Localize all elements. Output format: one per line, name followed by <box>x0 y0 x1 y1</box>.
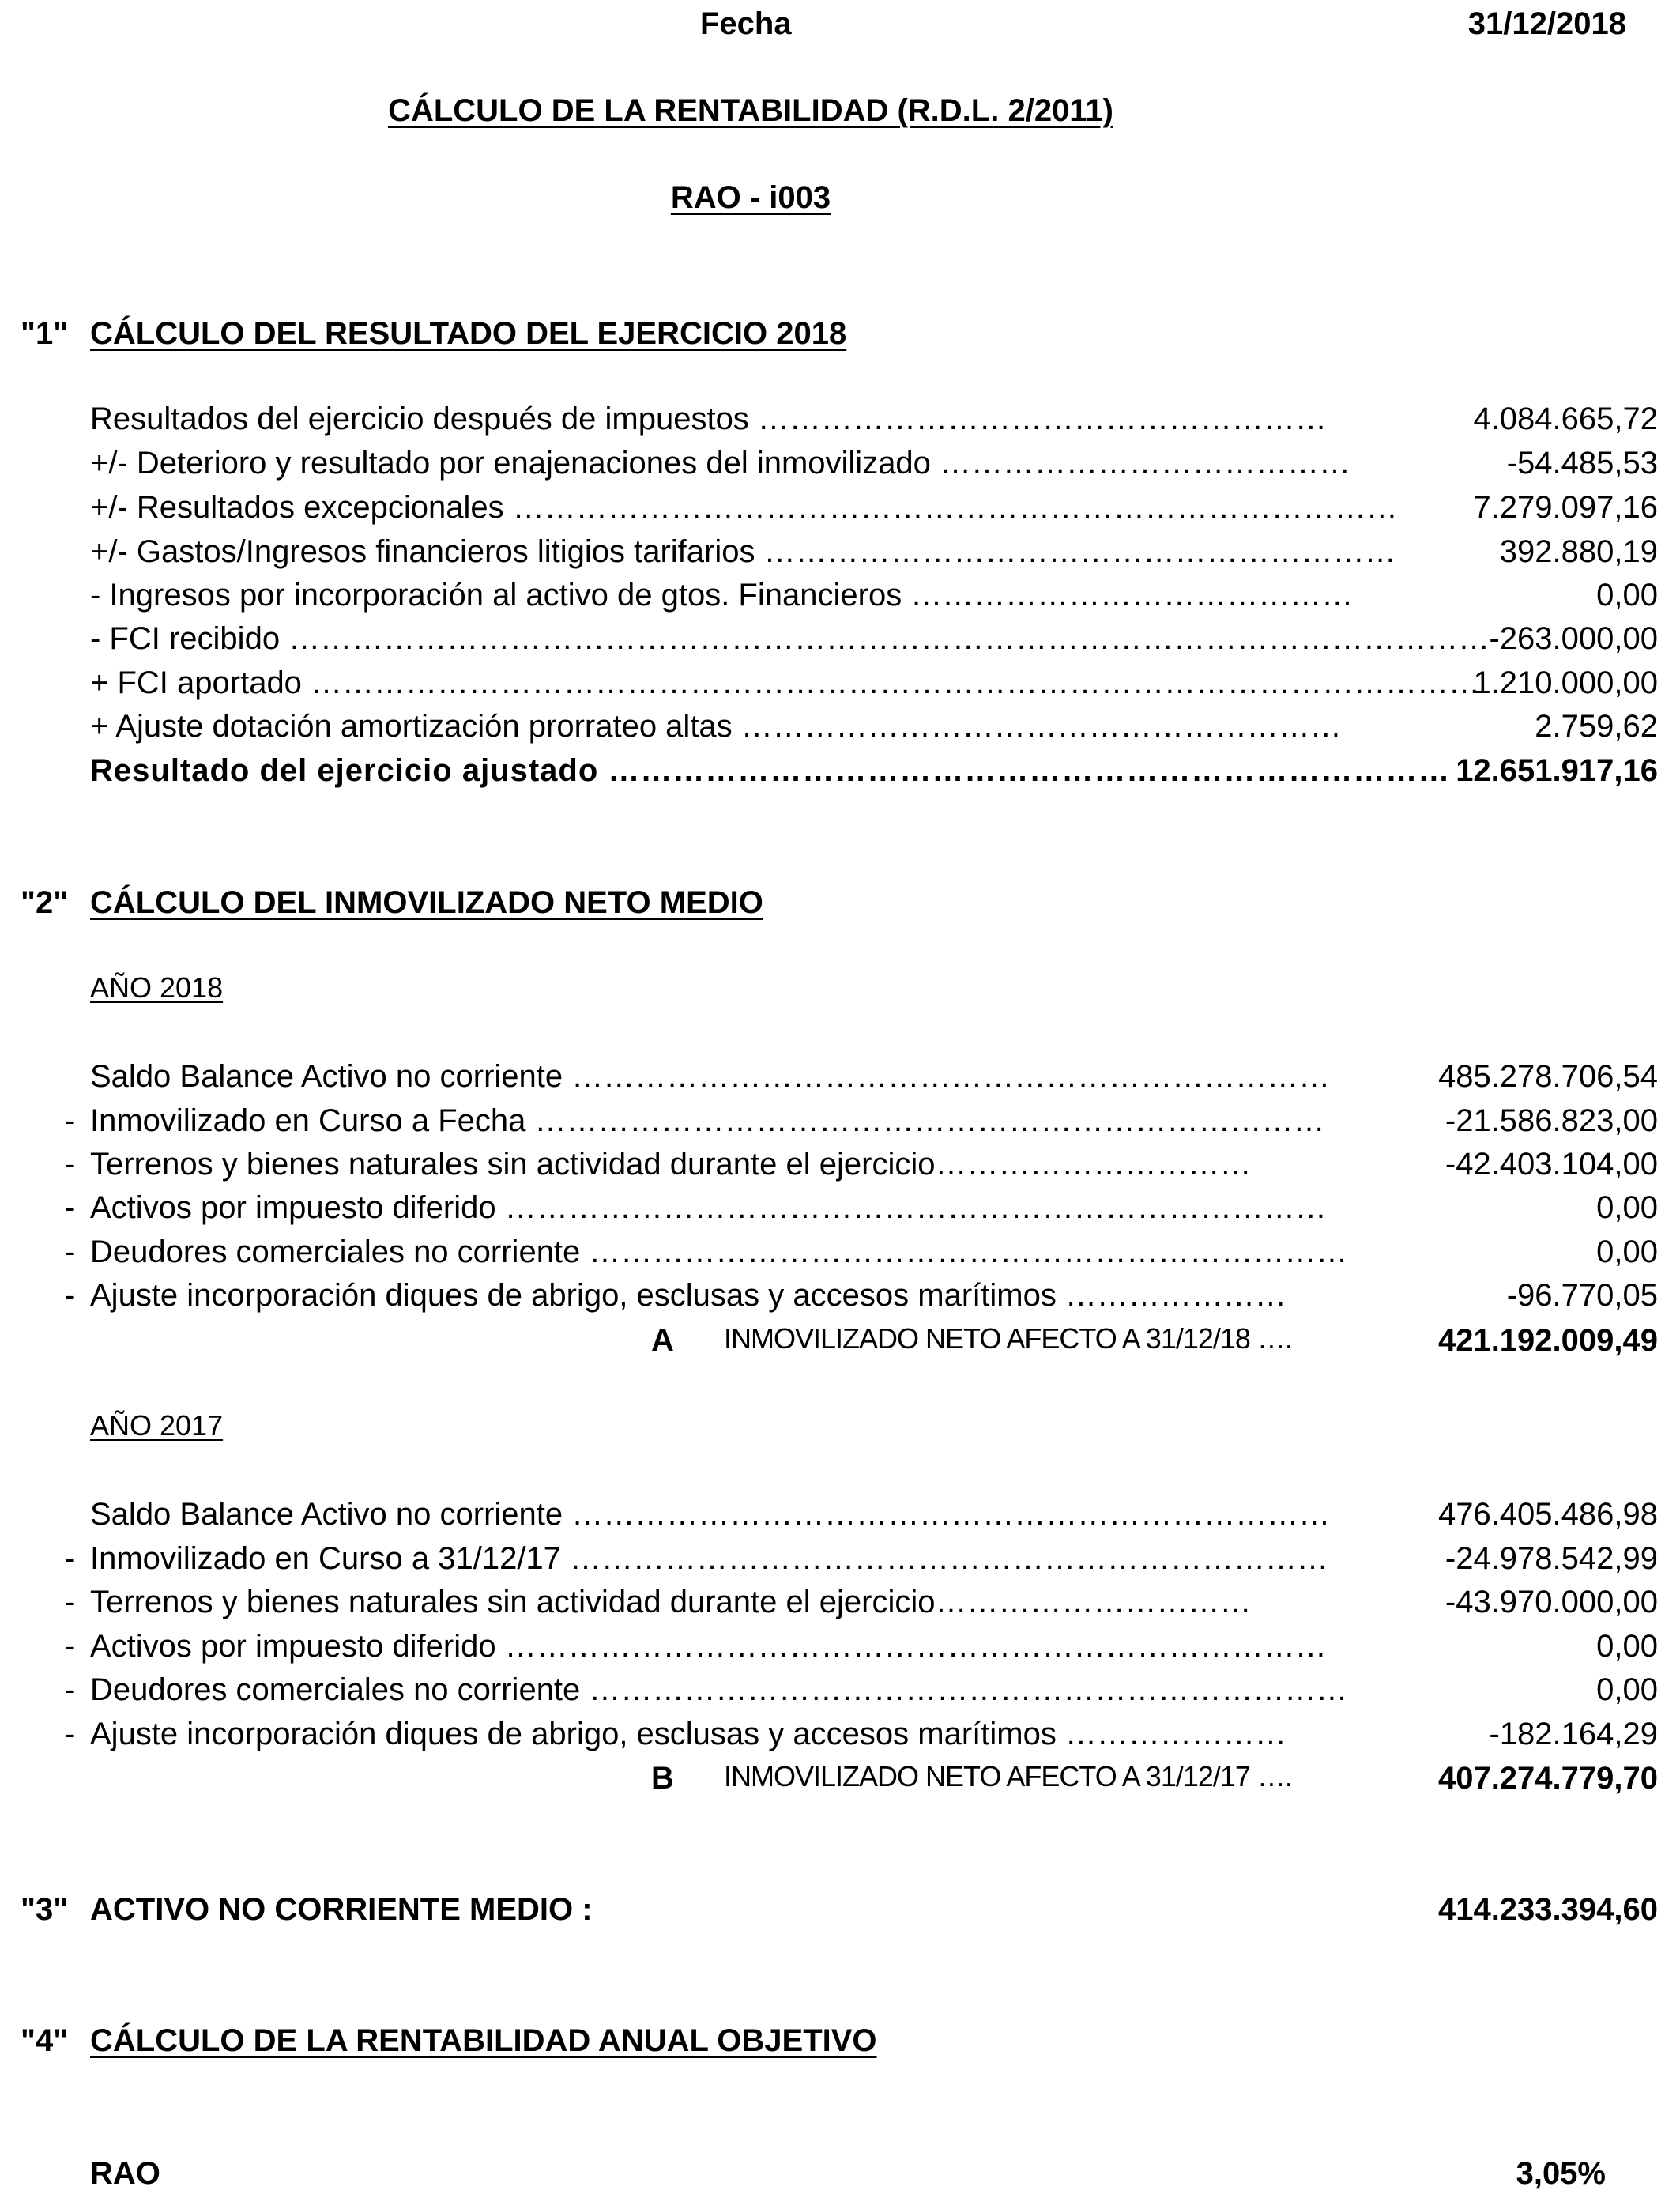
document-title: CÁLCULO DE LA RENTABILIDAD (R.D.L. 2/2011) <box>388 93 1113 128</box>
y2017-row-sign: - <box>65 1672 76 1707</box>
section-1-title: CÁLCULO DEL RESULTADO DEL EJERCICIO 2018 <box>90 316 847 351</box>
s1-row-label: +/- Resultados excepcionales ………………………………………………………………………… <box>90 490 1398 525</box>
s1-row-label: +/- Gastos/Ingresos financieros litigios tarifarios …………………………………………………… <box>90 534 1396 569</box>
y2018-row-label: Saldo Balance Activo no corriente ……………………………………………………………… <box>90 1059 1331 1094</box>
y2017-row-label: Inmovilizado en Curso a 31/12/17 ……………………………………………………………… <box>90 1541 1329 1576</box>
y2018-total-value: 421.192.009,49 <box>1437 1323 1658 1358</box>
s1-row-label: +/- Deterioro y resultado por enajenaciones del inmovilizado ………………………………… <box>90 446 1351 481</box>
y2017-row-label: Saldo Balance Activo no corriente ……………………………………………………………… <box>90 1497 1331 1532</box>
y2017-row-sign: - <box>65 1717 76 1751</box>
fecha-value: 31/12/2018 <box>1467 6 1626 41</box>
y2017-row-label: Ajuste incorporación diques de abrigo, esclusas y accesos marítimos ………………… <box>90 1717 1286 1751</box>
y2017-row-value: 476.405.486,98 <box>1437 1497 1658 1532</box>
y2018-row-label: Ajuste incorporación diques de abrigo, esclusas y accesos marítimos ………………… <box>90 1278 1286 1313</box>
y2017-row-label: Terrenos y bienes naturales sin actividad durante el ejercicio………………………… <box>90 1585 1252 1619</box>
year-2017-heading: AÑO 2017 <box>90 1409 224 1442</box>
s1-row-label: - FCI recibido …………………………………………………………………………………………………… <box>90 621 1490 656</box>
y2017-row-sign: - <box>65 1541 76 1576</box>
y2017-row-value: 0,00 <box>1596 1629 1658 1664</box>
y2017-row-label: Activos por impuesto diferido …………………………………………………………………… <box>90 1629 1327 1664</box>
s1-row-label: + Ajuste dotación amortización prorrateo altas ………………………………………………… <box>90 709 1342 744</box>
y2018-row-sign: - <box>65 1278 76 1313</box>
y2017-total-value: 407.274.779,70 <box>1437 1761 1658 1796</box>
y2017-row-label: Deudores comerciales no corriente ……………………………………………………………… <box>90 1672 1348 1707</box>
y2018-row-value: 0,00 <box>1596 1190 1658 1225</box>
s1-row-label: - Ingresos por incorporación al activo de gtos. Financieros …………………………………… <box>90 578 1354 613</box>
s1-total-label: Resultado del ejercicio ajustado …………………………………………………………………… <box>90 753 1451 788</box>
section-4-title: CÁLCULO DE LA RENTABILIDAD ANUAL OBJETIVO <box>90 2023 877 2058</box>
y2018-total-letter: A <box>651 1323 674 1358</box>
s1-total-value: 12.651.917,16 <box>1456 753 1658 788</box>
y2018-row-label: Terrenos y bienes naturales sin actividad durante el ejercicio………………………… <box>90 1147 1252 1182</box>
y2018-row-value: 485.278.706,54 <box>1437 1059 1658 1094</box>
s1-row-value: -54.485,53 <box>1506 446 1658 481</box>
y2018-row-sign: - <box>65 1147 76 1182</box>
y2018-row-label: Inmovilizado en Curso a Fecha ………………………………………………………………… <box>90 1103 1325 1138</box>
fecha-label: Fecha <box>700 6 792 41</box>
y2017-row-value: -24.978.542,99 <box>1445 1541 1658 1576</box>
s1-row-value: 1.210.000,00 <box>1473 665 1658 700</box>
section-2-number: "2" <box>21 885 69 920</box>
y2018-row-value: -21.586.823,00 <box>1445 1103 1658 1138</box>
section-3-value: 414.233.394,60 <box>1437 1892 1658 1927</box>
s1-row-value: 4.084.665,72 <box>1473 401 1658 436</box>
y2018-row-sign: - <box>65 1103 76 1138</box>
y2017-row-sign: - <box>65 1585 76 1619</box>
s1-row-value: 2.759,62 <box>1535 709 1658 744</box>
y2018-row-label: Deudores comerciales no corriente ……………………………………………………………… <box>90 1235 1348 1269</box>
y2018-row-sign: - <box>65 1190 76 1225</box>
section-2-title: CÁLCULO DEL INMOVILIZADO NETO MEDIO <box>90 885 763 920</box>
y2018-row-value: -96.770,05 <box>1506 1278 1658 1313</box>
s1-row-value: -263.000,00 <box>1489 621 1658 656</box>
s1-row-label: Resultados del ejercicio después de impuestos ……………………………………………… <box>90 401 1327 436</box>
s1-row-value: 7.279.097,16 <box>1473 490 1658 525</box>
y2017-row-sign: - <box>65 1629 76 1664</box>
y2018-row-value: 0,00 <box>1596 1235 1658 1269</box>
section-1-number: "1" <box>21 316 69 351</box>
s1-row-value: 0,00 <box>1596 578 1658 613</box>
rao-label: RAO <box>90 2156 160 2191</box>
y2017-row-value: 0,00 <box>1596 1672 1658 1707</box>
section-3-number: "3" <box>21 1892 69 1927</box>
document-subtitle: RAO - i003 <box>670 180 831 215</box>
y2017-total-letter: B <box>651 1761 674 1796</box>
y2018-row-sign: - <box>65 1235 76 1269</box>
s1-row-label: + FCI aportado ………………………………………………………………………………………………… <box>90 665 1481 700</box>
y2018-row-value: -42.403.104,00 <box>1445 1147 1658 1182</box>
y2017-row-value: -182.164,29 <box>1489 1717 1658 1751</box>
y2017-row-value: -43.970.000,00 <box>1445 1585 1658 1619</box>
s1-row-value: 392.880,19 <box>1499 534 1658 569</box>
section-4-number: "4" <box>21 2023 69 2058</box>
y2018-row-label: Activos por impuesto diferido …………………………………………………………………… <box>90 1190 1327 1225</box>
y2017-total-label: INMOVILIZADO NETO AFECTO A 31/12/17 …. <box>724 1760 1292 1793</box>
y2018-total-label: INMOVILIZADO NETO AFECTO A 31/12/18 …. <box>724 1322 1292 1355</box>
rao-value: 3,05% <box>1516 2156 1606 2191</box>
year-2018-heading: AÑO 2018 <box>90 971 224 1004</box>
section-3-title: ACTIVO NO CORRIENTE MEDIO : <box>90 1892 593 1927</box>
